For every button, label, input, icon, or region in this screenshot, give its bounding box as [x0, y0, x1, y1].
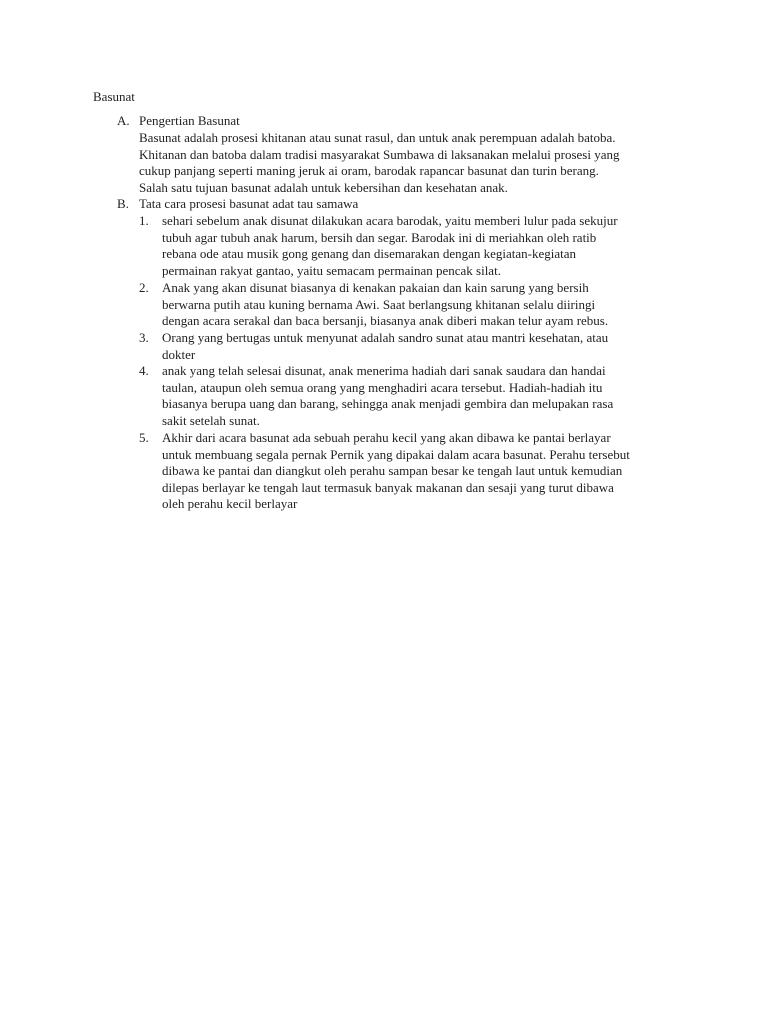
- list-item-number: 2.: [139, 280, 149, 295]
- list-item-text: [162, 280, 672, 330]
- list-item-line: untuk membuang segala pernak Pernik yang dipakai dalam acara basunat. Perahu tersebut: [162, 446, 630, 462]
- list-item-line: oleh perahu kecil berlayar: [162, 496, 298, 511]
- list-item-line: dengan acara serakal dan baca bersanji, biasanya anak diberi makan telur ayam rebus.: [162, 313, 609, 328]
- list-item-line: dibawa ke pantai dan diangkut oleh perahu sampan besar ke tengah laut untuk kemudian: [162, 463, 623, 478]
- list-item-text: [162, 430, 672, 513]
- paragraph-line: Khitanan dan batoba dalam tradisi masyarakat Sumbawa di laksanakan melalui prosesi yang: [139, 146, 620, 162]
- section-paragraph: [139, 130, 669, 196]
- list-item-number: 5.: [139, 430, 149, 445]
- list-item-number: 1.: [139, 213, 149, 228]
- section-marker: A.: [117, 113, 130, 128]
- list-item-line: anak yang telah selesai disunat, anak menerima hadiah dari sanak saudara dan handai: [162, 363, 606, 378]
- list-item-line: Anak yang akan disunat biasanya di kenakan pakaian dan kain sarung yang bersih: [162, 280, 589, 295]
- list-item-text: [162, 363, 672, 429]
- document-title: Basunat: [93, 89, 135, 104]
- list-item-line: sakit setelah sunat.: [162, 412, 260, 428]
- list-item-line: dilepas berlayar ke tengah laut termasuk banyak makanan dan sesaji yang turut dibawa: [162, 479, 614, 495]
- list-item-number: 3.: [139, 330, 149, 345]
- list-item-line: dokter: [162, 346, 196, 362]
- section-heading: Pengertian Basunat: [139, 113, 240, 128]
- paragraph-line: Salah satu tujuan basunat adalah untuk kebersihan dan kesehatan anak.: [139, 179, 508, 195]
- list-item-line: berwarna putih atau kuning bernama Awi. Saat berlangsung khitanan selalu diiringi: [162, 296, 596, 312]
- section-marker: B.: [117, 196, 129, 211]
- list-item-line: biasanya berupa uang dan barang, sehingga anak menjadi gembira dan melupakan rasa: [162, 396, 614, 411]
- list-item-number: 4.: [139, 363, 149, 378]
- list-item-text: [162, 330, 672, 363]
- list-item-line: Akhir dari acara basunat ada sebuah perahu kecil yang akan dibawa ke pantai berlayar: [162, 430, 611, 445]
- section-heading: Tata cara prosesi basunat adat tau samawa: [139, 196, 359, 211]
- paragraph-line: Basunat adalah prosesi khitanan atau sunat rasul, dan untuk anak perempuan adalah batoba.: [139, 130, 616, 145]
- list-item-line: taulan, ataupun oleh semua orang yang menghadiri acara tersebut. Hadiah-hadiah itu: [162, 379, 603, 395]
- list-item-line: Orang yang bertugas untuk menyunat adalah sandro sunat atau mantri kesehatan, atau: [162, 330, 609, 345]
- paragraph-line: cukup panjang seperti maning jeruk ai oram, barodak rapancar basunat dan turin berang.: [139, 163, 599, 178]
- list-item-text: [162, 213, 672, 279]
- list-item-line: sehari sebelum anak disunat dilakukan acara barodak, yaitu memberi lulur pada sekujur: [162, 213, 618, 228]
- list-item-line: permainan rakyat gantao, yaitu semacam permainan pencak silat.: [162, 262, 501, 278]
- list-item-line: rebana ode atau musik gong genang dan disemarakan dengan kegiatan-kegiatan: [162, 246, 577, 261]
- list-item-line: tubuh agar tubuh anak harum, bersih dan segar. Barodak ini di meriahkan oleh ratib: [162, 229, 597, 245]
